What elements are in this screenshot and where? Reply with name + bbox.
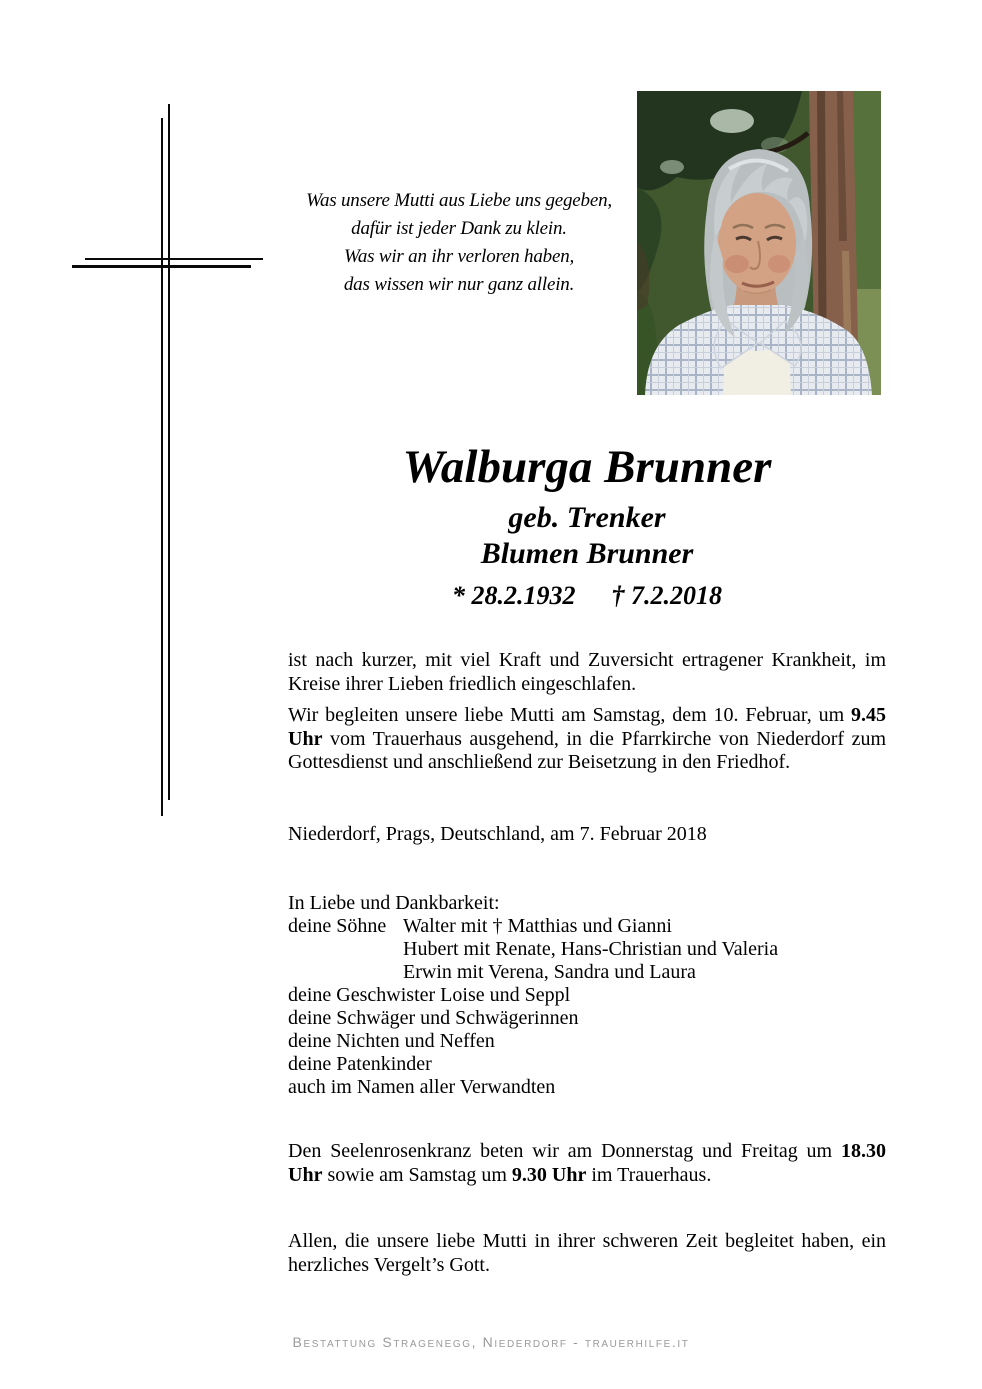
- rosary-paragraph: [288, 1140, 886, 1187]
- portrait-photo-graphic: [637, 91, 881, 395]
- death-date: † 7.2.2018: [611, 581, 722, 610]
- text-segment: Wir begleiten unsere liebe Mutti am Samstag, dem 10. Februar, um: [288, 704, 851, 726]
- family-intro: In Liebe und Dankbarkeit:: [288, 892, 500, 914]
- text-segment: vom Trauerhaus ausgehend, in die Pfarrkirche von Niederdorf zum Gottesdienst und anschließend zur Beisetzung in den Friedhof.: [288, 727, 886, 773]
- memorial-poem: [259, 187, 659, 299]
- text-segment: sowie am Samstag um: [322, 1163, 512, 1186]
- funeral-home-footer: Bestattung Stragenegg, Niederdorf - trauerhilfe.it: [292, 1334, 690, 1350]
- place-dateline: Niederdorf, Prags, Deutschland, am 7. Februar 2018: [288, 823, 707, 845]
- sons-row: [288, 915, 886, 984]
- cross-horizontal-line-top: [85, 258, 263, 260]
- relative-line: deine Patenkinder: [288, 1053, 432, 1075]
- poem-line: dafür ist jeder Dank zu klein.: [351, 218, 567, 239]
- life-dates: [288, 581, 886, 610]
- thanks-paragraph: Allen, die unsere liebe Mutti in ihrer schweren Zeit begleitet haben, ein herzliches Vergelt’s Gott.: [288, 1230, 886, 1276]
- announcement-paragraph: ist nach kurzer, mit viel Kraft und Zuversicht ertragener Krankheit, im Kreise ihrer Lieben friedlich eingeschlafen.: [288, 649, 886, 695]
- business-name: Blumen Brunner: [480, 537, 694, 570]
- son-line: Erwin mit Verena, Sandra und Laura: [403, 961, 696, 983]
- text-segment: im Trauerhaus.: [586, 1163, 712, 1186]
- portrait-photo: [637, 91, 881, 395]
- son-line: Walter mit † Matthias und Gianni: [403, 915, 672, 937]
- text-segment: Den Seelenrosenkranz beten wir am Donnerstag und Freitag um: [288, 1140, 841, 1162]
- son-line: Hubert mit Renate, Hans-Christian und Valeria: [403, 938, 779, 960]
- sons-list: [403, 915, 778, 984]
- relative-line: auch im Namen aller Verwandten: [288, 1076, 556, 1098]
- mourners-section: [288, 892, 886, 1099]
- relative-line: deine Geschwister Loise und Seppl: [288, 984, 571, 1006]
- deceased-name: Walburga Brunner: [402, 441, 772, 493]
- poem-line: das wissen wir nur ganz allein.: [343, 274, 575, 295]
- poem-line: Was unsere Mutti aus Liebe uns gegeben,: [306, 190, 612, 211]
- cross-horizontal-line-bottom: [72, 265, 251, 268]
- cross-vertical-line-right: [168, 104, 170, 800]
- poem-line: Was wir an ihr verloren haben,: [343, 246, 575, 267]
- relative-line: deine Nichten und Neffen: [288, 1030, 495, 1052]
- highlighted-time: 9.45 Uhr: [288, 704, 886, 750]
- highlighted-time: 18.30 Uhr: [288, 1140, 886, 1186]
- sons-label: deine Söhne: [288, 915, 387, 937]
- funeral-details-paragraph: [288, 704, 886, 775]
- relatives-list: [288, 984, 886, 1099]
- birth-date: * 28.2.1932: [452, 581, 576, 610]
- maiden-name: geb. Trenker: [508, 501, 666, 534]
- cross-vertical-line-left: [161, 118, 163, 816]
- relative-line: deine Schwäger und Schwägerinnen: [288, 1007, 579, 1029]
- highlighted-time: 9.30 Uhr: [511, 1163, 587, 1186]
